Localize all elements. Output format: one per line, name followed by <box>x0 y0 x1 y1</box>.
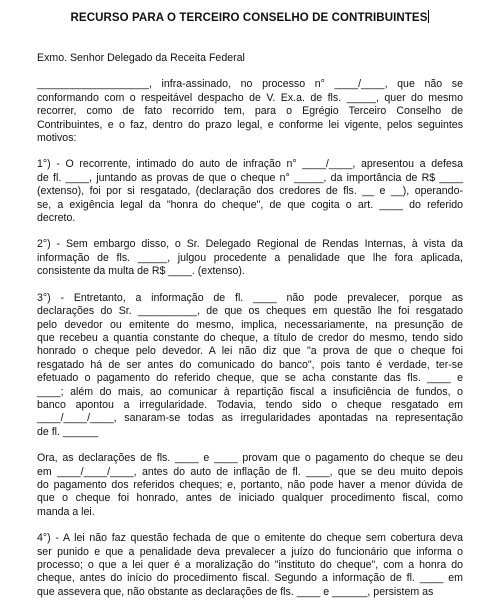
paragraph-line: 2°) - Sem embargo disso, o Sr. Delegado Regional de Rendas Internas, à vista da <box>37 238 463 251</box>
paragraph-line: consistente da multa de R$ ____. (extenso). <box>37 265 245 278</box>
paragraph-line: do pagamento dos referidos cheques; e, portanto, não pode haver a menor dúvida de <box>37 478 463 491</box>
paragraph-line: motivos: <box>37 132 77 145</box>
paragraph-line: manda a lei. <box>37 505 95 518</box>
paragraph-line: (extenso), foi por si resgatado, (declaração dos credores de fls. __ e __), operando- <box>37 185 463 198</box>
paragraph-line: declarações do Sr. __________, de que os cheques em questão lhe foi resgatado <box>37 305 463 318</box>
paragraph-line: 3°) - Entretanto, a informação de fl. ____ não pode prevalecer, porque as <box>37 291 463 304</box>
paragraph-line: conformando com o respeitável despacho de V. Ex.a. de fls. _____, quer do mesmo <box>37 91 463 104</box>
paragraph-line: Ora, as declarações de fls. ____ e ____ provam que o pagamento do cheque se deu <box>37 452 463 465</box>
document-title-text: RECURSO PARA O TERCEIRO CONSELHO DE CONTRIBUINTES <box>70 12 428 24</box>
addressee-line: Exmo. Senhor Delegado da Receita Federal <box>37 52 245 64</box>
paragraph <box>37 452 463 519</box>
paragraph-line: que assevera que, não obstante as declarações de fls. ____ e ______, persistem as <box>37 585 434 598</box>
paragraph-line: que o cheque foi honrado, antes de iniciado qualquer procedimento fiscal, como <box>37 492 463 505</box>
document-body <box>37 52 463 600</box>
paragraph-line: recorrer, como de fato recorrido tem, para o Egrégio Terceiro Conselho de <box>37 105 463 118</box>
paragraph-line: em ____/____/____, antes do auto de inflação de fl. ____, que se deu muito depois <box>37 465 463 478</box>
paragraph-line: que recebeu a quantia constante do cheque, a título de credor do mesmo, tendo sido <box>37 331 463 344</box>
paragraph-line: se, a exigência legal da "honra do cheque", de que cogita o art. ____ do referido <box>37 198 463 211</box>
paragraph-line: honrado o cheque pelo devedor. A lei não diz que "a prova de que o cheque foi <box>37 345 463 358</box>
paragraph-line: decreto. <box>37 212 76 225</box>
paragraph-line: de fl. ______ <box>37 425 99 438</box>
paragraph <box>37 238 463 278</box>
paragraph <box>37 158 463 225</box>
paragraph-line: Contribuintes, e o faz, dentro do prazo legal, e conforme lei vigente, pelos seguintes <box>37 118 463 131</box>
paragraph-list <box>37 78 463 599</box>
paragraph <box>37 292 463 439</box>
paragraph-line: efetuado o pagamento do referido cheque, que se acha constante das fls. ____ e <box>37 372 463 385</box>
paragraph <box>37 532 463 599</box>
paragraph-line: cheque, antes do início do procedimento fiscal. Segundo a informação de fl. ____ em <box>37 572 463 585</box>
paragraph-line: resgatado há de ser antes do comunicado do banco", pois tanto é verdade, ter-se <box>37 358 463 371</box>
paragraph-line: 1°) - O recorrente, intimado do auto de infração n° ____/____, apresentou a defesa <box>37 158 463 171</box>
paragraph-line: informação de fls. _____, julgou procedente a penalidade que lhe fora aplicada, <box>37 251 463 264</box>
paragraph-line: de fl. ____, juntando as provas de que o cheque n° _____, da importância de R$ ____ <box>37 171 463 184</box>
paragraph-line: processo; o que a lei quer é a moralização do "instituto do cheque", com a honra do <box>37 559 463 571</box>
paragraph-line: pelo devedor ou emitente do mesmo, implica, necessariamente, na presunção de <box>37 318 463 331</box>
paragraph <box>37 78 463 145</box>
text-cursor <box>428 10 429 23</box>
paragraph-line: 4°) - A lei não faz questão fechada de que o emitente do cheque sem cobertura deva <box>37 532 463 545</box>
paragraph-line: ___________________, infra-assinado, no processo n° ____/____, que não se <box>37 78 463 91</box>
paragraph-line: ____/____/____, sanaram-se todas as irregularidades apontadas na representação <box>37 412 463 425</box>
document-title <box>0 10 500 24</box>
paragraph-line: ser punido e que a penalidade deva prevalecer a juízo do funcionário que informa o <box>37 545 463 558</box>
paragraph-line: banco apontou a irregularidade. Todavia, tendo sido o cheque resgatado em <box>37 398 463 411</box>
paragraph-line: ____; além do mais, ao comunicar à repartição fiscal a insuficiência de fundos, o <box>37 385 463 398</box>
